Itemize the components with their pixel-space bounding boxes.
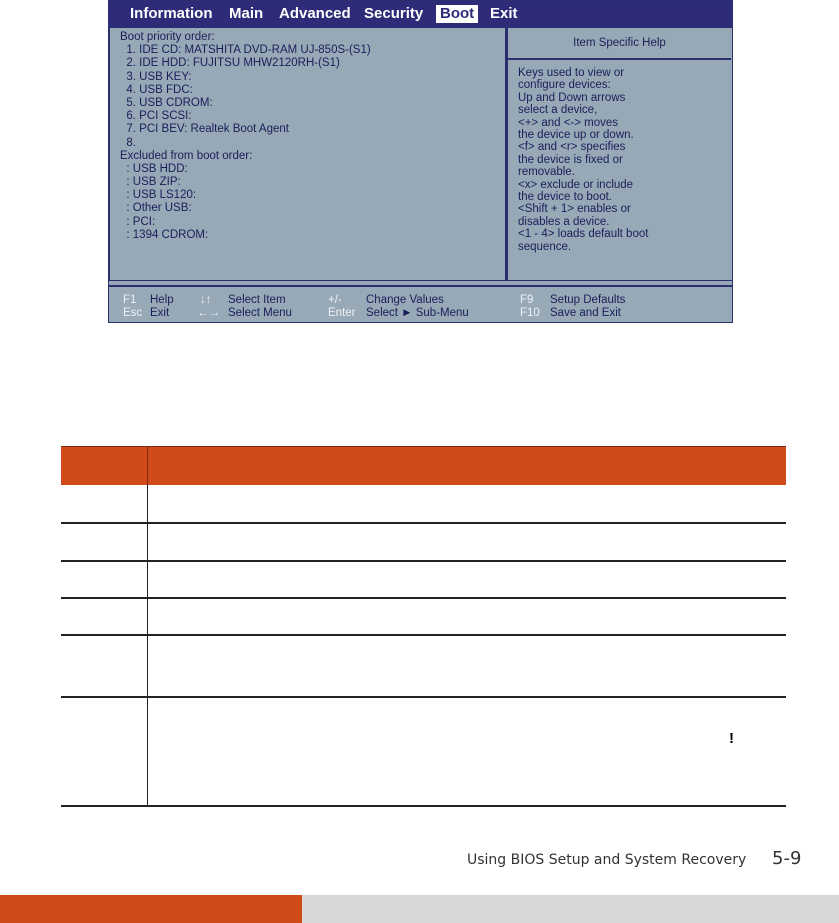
- excluded-item[interactable]: : USB HDD:: [120, 162, 188, 175]
- cell-divider: [147, 636, 148, 696]
- key-enter: Enter: [328, 307, 356, 319]
- cell-divider: [147, 698, 148, 805]
- warning-mark: !: [729, 730, 734, 747]
- boot-item[interactable]: 2. IDE HDD: FUJITSU MHW2120RH-(S1): [120, 57, 340, 70]
- boot-item[interactable]: 3. USB KEY:: [120, 70, 192, 83]
- key-f10: F10: [520, 307, 540, 319]
- menu-security[interactable]: Security: [364, 5, 424, 22]
- key-plusminus: +/-: [328, 294, 342, 306]
- footer-gray-bar: [302, 895, 839, 923]
- excluded-item[interactable]: : USB ZIP:: [120, 176, 181, 189]
- boot-item[interactable]: 8.: [120, 136, 136, 149]
- key-f1-desc: Help: [150, 294, 174, 306]
- footer-chapter-title: Using BIOS Setup and System Recovery: [467, 852, 747, 868]
- bios-menu-bar: [109, 1, 732, 27]
- menu-advanced[interactable]: Advanced: [279, 5, 351, 22]
- key-f9-desc: Setup Defaults: [550, 294, 626, 306]
- table-header: [61, 446, 786, 485]
- table-row: [61, 636, 786, 698]
- table-row: [61, 562, 786, 599]
- menu-information[interactable]: Information: [130, 5, 213, 22]
- cell-divider: [147, 484, 148, 522]
- leftright-arrows-icon: ←→: [197, 307, 220, 319]
- key-f9: F9: [520, 294, 534, 306]
- boot-item[interactable]: 4. USB FDC:: [120, 83, 193, 96]
- bios-body: [109, 27, 732, 283]
- table-row: [61, 524, 786, 562]
- key-updown-desc: Select Item: [228, 294, 286, 306]
- table-row: [61, 698, 786, 807]
- boot-heading: Boot priority order:: [120, 31, 215, 43]
- menu-main[interactable]: Main: [229, 5, 264, 22]
- excluded-item[interactable]: : Other USB:: [120, 202, 192, 215]
- key-plusminus-desc: Change Values: [366, 294, 444, 306]
- key-f1: F1: [123, 294, 137, 306]
- header-divider: [147, 447, 148, 485]
- help-title: Item Specific Help: [508, 28, 731, 60]
- excluded-item[interactable]: : USB LS120:: [120, 189, 197, 202]
- cell-divider: [147, 524, 148, 560]
- boot-order-pane: [109, 27, 506, 281]
- table-row: [61, 599, 786, 636]
- excluded-heading: Excluded from boot order:: [120, 149, 253, 162]
- footer-accent-bar: [0, 895, 302, 923]
- bios-key-legend: [109, 285, 732, 324]
- footer-page-number: 5-9: [772, 848, 802, 869]
- key-esc-desc: Exit: [150, 307, 170, 319]
- key-esc: Esc: [123, 307, 143, 319]
- key-enter-desc: Select ► Sub-Menu: [366, 307, 469, 319]
- menu-boot[interactable]: Boot: [436, 5, 478, 23]
- boot-item[interactable]: 7. PCI BEV: Realtek Boot Agent: [120, 123, 289, 136]
- cell-divider: [147, 599, 148, 634]
- excluded-item[interactable]: : 1394 CDROM:: [120, 228, 209, 241]
- boot-item[interactable]: 6. PCI SCSI:: [120, 110, 192, 123]
- boot-order-list: [120, 31, 371, 242]
- help-text: Keys used to view or configure devices: Up and Down arrows select a device, <+> and <-> moves the device up or down. <f> and <r> specifies the device is fixed or removable. <x> exclude or include the device to boot. <Shift + 1> enables or disables a device. <1 - 4> loads default boot sequence.: [518, 67, 649, 253]
- key-f10-desc: Save and Exit: [550, 307, 621, 319]
- boot-item[interactable]: 1. IDE CD: MATSHITA DVD-RAM UJ-850S-(S1): [120, 44, 371, 57]
- excluded-item[interactable]: : PCI:: [120, 215, 156, 228]
- cell-divider: [147, 562, 148, 597]
- key-leftright-desc: Select Menu: [228, 307, 292, 319]
- updown-arrows-icon: ↓↑: [200, 294, 212, 306]
- table-row: [61, 484, 786, 524]
- boot-item[interactable]: 5. USB CDROM:: [120, 96, 213, 109]
- bios-screenshot: [108, 0, 733, 323]
- menu-exit[interactable]: Exit: [490, 5, 518, 22]
- help-pane: [506, 27, 733, 281]
